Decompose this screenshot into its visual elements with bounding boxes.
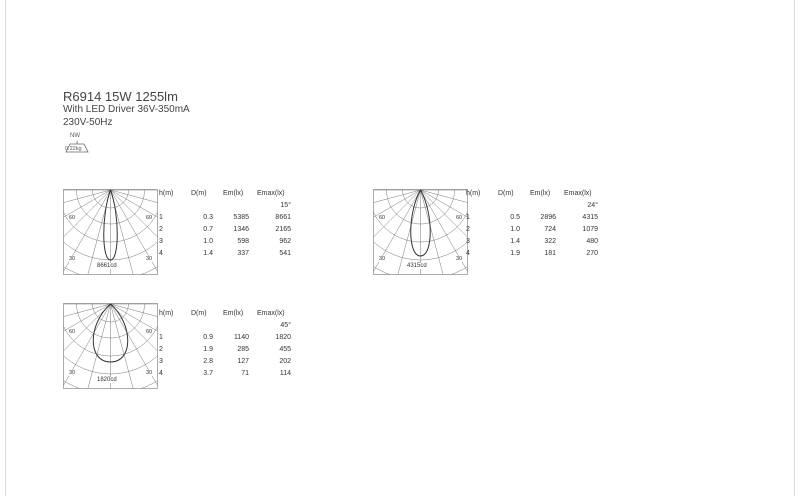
cell-d: 0.7 — [203, 226, 213, 233]
cell-emax: 480 — [586, 238, 598, 245]
cell-h: 4 — [159, 250, 163, 257]
page-edge-right — [794, 0, 795, 496]
cell-em: 1346 — [233, 226, 249, 233]
angle-label: 30 — [69, 370, 76, 376]
polar-diagram-15 — [63, 189, 158, 275]
angle-label: 60 — [69, 215, 76, 221]
cell-d: 0.9 — [203, 334, 213, 341]
header-h: h(m) — [159, 310, 174, 317]
cell-d: 1.4 — [203, 250, 213, 257]
cell-d: 0.5 — [510, 214, 520, 221]
candela-label: 8661cd — [97, 263, 117, 269]
grid-ray — [63, 304, 111, 374]
cell-h: 2 — [159, 346, 163, 353]
cell-em: 5385 — [233, 214, 249, 221]
cell-d: 2.8 — [203, 358, 213, 365]
cell-h: 4 — [159, 370, 163, 377]
cell-d: 1.0 — [510, 226, 520, 233]
angle-label: 60 — [69, 329, 76, 335]
header-em: Em(lx) — [530, 190, 551, 197]
header-d: D(m) — [191, 310, 207, 317]
beam-angle: 45° — [280, 322, 291, 329]
angle-label: 60 — [456, 215, 463, 221]
cell-emax: 114 — [279, 370, 291, 377]
cell-em: 71 — [241, 370, 249, 377]
cell-emax: 1079 — [582, 226, 598, 233]
angle-label: 30 — [379, 256, 386, 262]
grid-ray — [111, 304, 159, 374]
header-h: h(m) — [466, 190, 481, 197]
angle-label: 60 — [379, 215, 386, 221]
cell-h: 1 — [159, 214, 163, 221]
product-driver-line: With LED Driver 36V-350mA — [63, 104, 190, 115]
cell-em: 322 — [544, 238, 556, 245]
cell-h: 2 — [466, 226, 470, 233]
cell-h: 1 — [159, 334, 163, 341]
header-em: Em(lx) — [223, 310, 244, 317]
header-emax: Emax(lx) — [257, 190, 285, 197]
mount-label-top: NW — [70, 133, 80, 139]
cell-emax: 1820 — [275, 334, 291, 341]
angle-label: 30 — [69, 256, 76, 262]
cell-d: 3.7 — [203, 370, 213, 377]
mount-label-bottom: 0.22kg — [65, 146, 82, 152]
page-edge-left — [5, 0, 6, 496]
header-d: D(m) — [498, 190, 514, 197]
cell-d: 1.0 — [203, 238, 213, 245]
cell-d: 0.3 — [203, 214, 213, 221]
cell-emax: 2165 — [275, 226, 291, 233]
angle-label: 30 — [456, 256, 463, 262]
angle-label: 60 — [146, 215, 153, 221]
cell-h: 3 — [159, 238, 163, 245]
candela-label: 1820cd — [97, 377, 117, 383]
cell-h: 4 — [466, 250, 470, 257]
cell-em: 285 — [237, 346, 249, 353]
grid-ray — [111, 190, 159, 260]
cell-emax: 270 — [586, 250, 598, 257]
product-voltage-line: 230V-50Hz — [63, 117, 113, 128]
cell-emax: 4315 — [582, 214, 598, 221]
cell-em: 724 — [544, 226, 556, 233]
header-h: h(m) — [159, 190, 174, 197]
cell-emax: 962 — [279, 238, 291, 245]
angle-label: 30 — [146, 370, 153, 376]
grid-ray — [63, 190, 111, 260]
polar-diagram-24 — [373, 189, 468, 275]
beam-angle: 15° — [280, 202, 291, 209]
cell-emax: 455 — [279, 346, 291, 353]
beam-angle: 24° — [587, 202, 598, 209]
header-em: Em(lx) — [223, 190, 244, 197]
cell-em: 127 — [237, 358, 249, 365]
cell-d: 1.9 — [203, 346, 213, 353]
cell-d: 1.4 — [510, 238, 520, 245]
cell-h: 3 — [159, 358, 163, 365]
polar-diagram-45 — [63, 303, 158, 389]
cell-emax: 541 — [279, 250, 291, 257]
product-title: R6914 15W 1255lm — [63, 89, 178, 104]
header-emax: Emax(lx) — [564, 190, 592, 197]
cell-em: 2896 — [540, 214, 556, 221]
cell-em: 337 — [237, 250, 249, 257]
angle-label: 60 — [146, 329, 153, 335]
cell-em: 1140 — [233, 334, 249, 341]
header-emax: Emax(lx) — [257, 310, 285, 317]
cell-em: 598 — [237, 238, 249, 245]
angle-label: 30 — [146, 256, 153, 262]
candela-label: 4315cd — [407, 263, 427, 269]
header-d: D(m) — [191, 190, 207, 197]
cell-h: 2 — [159, 226, 163, 233]
cell-emax: 8661 — [275, 214, 291, 221]
cell-h: 1 — [466, 214, 470, 221]
cell-emax: 202 — [279, 358, 291, 365]
cell-d: 1.9 — [510, 250, 520, 257]
cell-h: 3 — [466, 238, 470, 245]
cell-em: 181 — [544, 250, 556, 257]
